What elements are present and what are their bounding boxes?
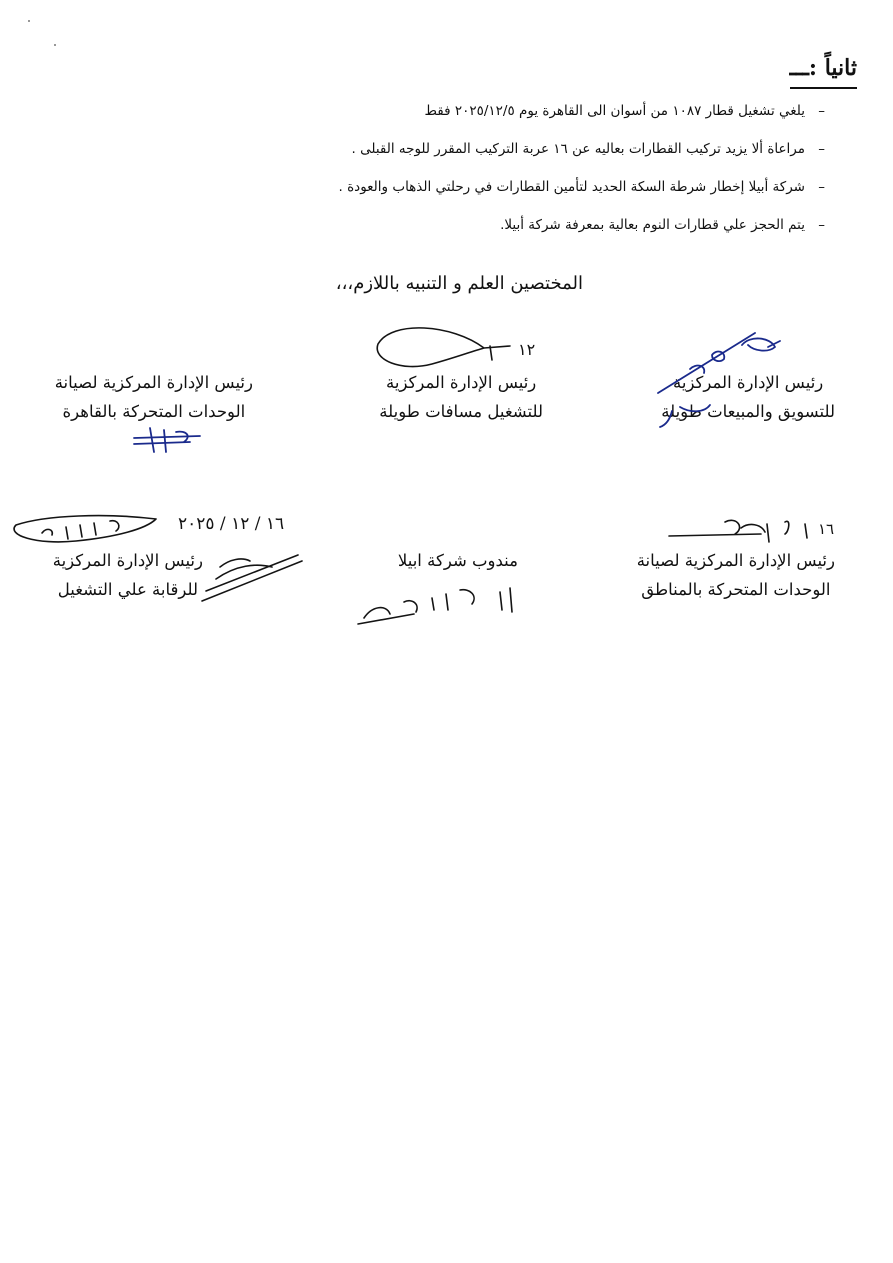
signatory-title: رئيس الإدارة المركزية لصيانة [636,551,835,570]
bullet-dash: – [818,103,825,119]
signatory-department: للتشغيل مسافات طويلة [379,402,543,421]
list-item-text: يلغي تشغيل قطار ١٠٨٧ من أسوان الى القاهرة يوم ٢٠٢٥/١٢/٥ فقط [424,103,805,119]
section-heading: ثانياً :ـــ [790,55,857,89]
signatory-regional-maintenance [637,546,835,604]
list-item-text: شركة أبيلا إخطار شرطة السكة الحديد لتأمين القطارات في رحلتي الذهاب والعودة . [338,179,805,195]
signatory-department: الوحدات المتحركة بالمناطق [641,580,831,599]
signatory-title: رئيس الإدارة المركزية [52,551,203,570]
handwritten-date: ١٢ [518,340,536,359]
signatory-title: مندوب شركة ابيلا [397,551,518,570]
signatory-department: للتسويق والمبيعات طويلة [661,402,835,421]
signatory-title: رئيس الإدارة المركزية [673,373,824,392]
signature-abela-representative [350,580,530,630]
handwritten-date: ١٦ [818,520,835,538]
signatory-title: رئيس الإدارة المركزية لصيانة [54,373,253,392]
signatory-department: للرقابة علي التشغيل [57,580,198,599]
bullet-dash: – [818,217,825,233]
list-item-text: يتم الحجز علي قطارات النوم بعالية بمعرفة شركة أبيلا. [500,217,805,233]
scan-speck [54,44,56,46]
signatory-cairo-maintenance [55,368,253,426]
signatory-department: الوحدات المتحركة بالقاهرة [62,402,246,421]
instructions-list [325,102,825,254]
signature-cairo-maintenance [130,420,210,460]
signatory-abela-representative [398,546,518,575]
handwritten-date: ١٦ / ١٢ / ٢٠٢٥ [178,514,285,534]
bullet-dash: – [818,141,825,157]
list-item [325,178,825,197]
list-item [325,102,825,121]
scan-speck [28,20,30,22]
list-item [325,140,825,159]
signatory-title: رئيس الإدارة المركزية [386,373,537,392]
bullet-dash: – [818,179,825,195]
signature-marketing-sales [650,325,790,435]
closing-line: المختصين العلم و التنبيه باللازم،،، [335,273,583,294]
list-item [325,216,825,235]
list-item-text: مراعاة ألا يزيد تركيب القطارات بعاليه عن ١٦ عربة التركيب المقرر للوجه القبلى . [351,141,805,157]
signature-long-distance-operations [372,320,542,380]
